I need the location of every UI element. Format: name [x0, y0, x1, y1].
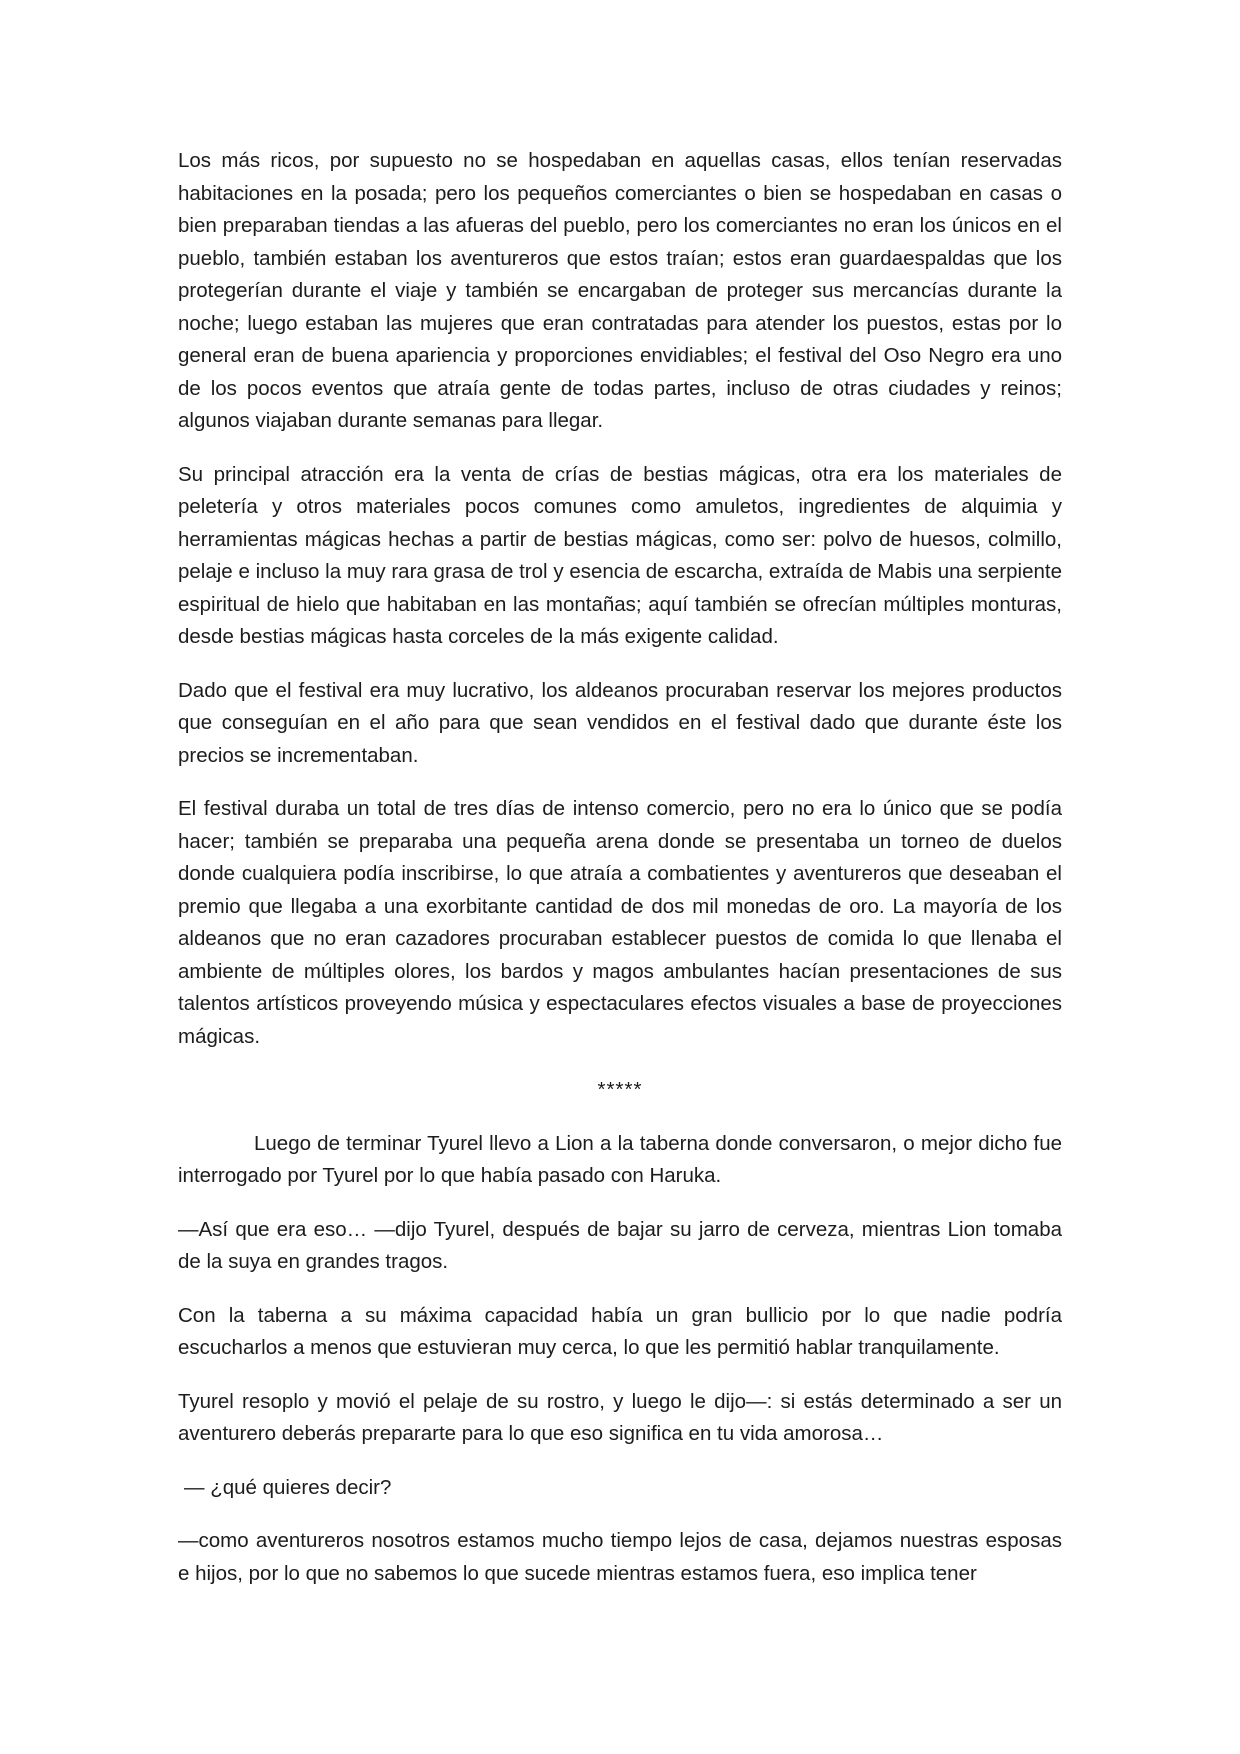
- paragraph-1: Los más ricos, por supuesto no se hospedaban en aquellas casas, ellos tenían reservadas habitaciones en la posada; pero los pequeños comerciantes o bien se hospedaban en casas o bien preparaban tiendas a las afueras del pueblo, pero los comerciantes no eran los únicos en el pueblo, también estaban los aventureros que estos traían; estos eran guardaespaldas que los protegerían durante el viaje y también se encargaban de proteger sus mercancías durante la noche; luego estaban las mujeres que eran contratadas para atender los puestos, estas por lo general eran de buena apariencia y proporciones envidiables; el festival del Oso Negro era uno de los pocos eventos que atraía gente de todas partes, incluso de otras ciudades y reinos; algunos viajaban durante semanas para llegar.: [178, 149, 1062, 432]
- scene-paragraph-1: Luego de terminar Tyurel llevo a Lion a la taberna donde conversaron, o mejor dicho fue interrogado por Tyurel por lo que había pasado con Haruka.: [178, 1131, 1062, 1187]
- paragraph-3: Dado que el festival era muy lucrativo, los aldeanos procuraban reservar los mejores productos que conseguían en el año para que sean vendidos en el festival dado que durante éste los precios se incrementaban.: [178, 678, 1062, 767]
- dialogue-paragraph-1: —Así que era eso… —dijo Tyurel, después de bajar su jarro de cerveza, mientras Lion tomaba de la suya en grandes tragos.: [178, 1217, 1062, 1273]
- dialogue-paragraph-3: —como aventureros nosotros estamos mucho tiempo lejos de casa, dejamos nuestras esposas e hijos, por lo que no sabemos lo que sucede mientras estamos fuera, eso implica tener: [178, 1529, 1062, 1585]
- dialogue-line-question: — ¿qué quieres decir?: [184, 1475, 392, 1499]
- scene-separator: *****: [597, 1078, 643, 1101]
- dialogue-paragraph-2: Tyurel resoplo y movió el pelaje de su rostro, y luego le dijo—: si estás determinado a ser un aventurero deberás prepararte para lo que eso significa en tu vida amorosa…: [178, 1389, 1062, 1445]
- paragraph-4: El festival duraba un total de tres días de intenso comercio, pero no era lo único que se podía hacer; también se preparaba una pequeña arena donde se presentaba un torneo de duelos donde cualquiera podía inscribirse, lo que atraía a combatientes y aventureros que deseaban el premio que llegaba a una exorbitante cantidad de dos mil monedas de oro. La mayoría de los aldeanos que no eran cazadores procuraban establecer puestos de comida lo que llenaba el ambiente de múltiples olores, los bardos y magos ambulantes hacían presentaciones de sus talentos artísticos proveyendo música y espectaculares efectos visuales a base de proyecciones mágicas.: [178, 797, 1062, 1048]
- scene-paragraph-2: Con la taberna a su máxima capacidad había un gran bullicio por lo que nadie podría escucharlos a menos que estuvieran muy cerca, lo que les permitió hablar tranquilamente.: [178, 1303, 1062, 1359]
- paragraph-2: Su principal atracción era la venta de crías de bestias mágicas, otra era los materiales de peletería y otros materiales pocos comunes como amuletos, ingredientes de alquimia y herramientas mágicas hechas a partir de bestias mágicas, como ser: polvo de huesos, colmillo, pelaje e incluso la muy rara grasa de trol y esencia de escarcha, extraída de Mabis una serpiente espiritual de hielo que habitaban en las montañas; aquí también se ofrecían múltiples monturas, desde bestias mágicas hasta corceles de la más exigente calidad.: [178, 462, 1062, 648]
